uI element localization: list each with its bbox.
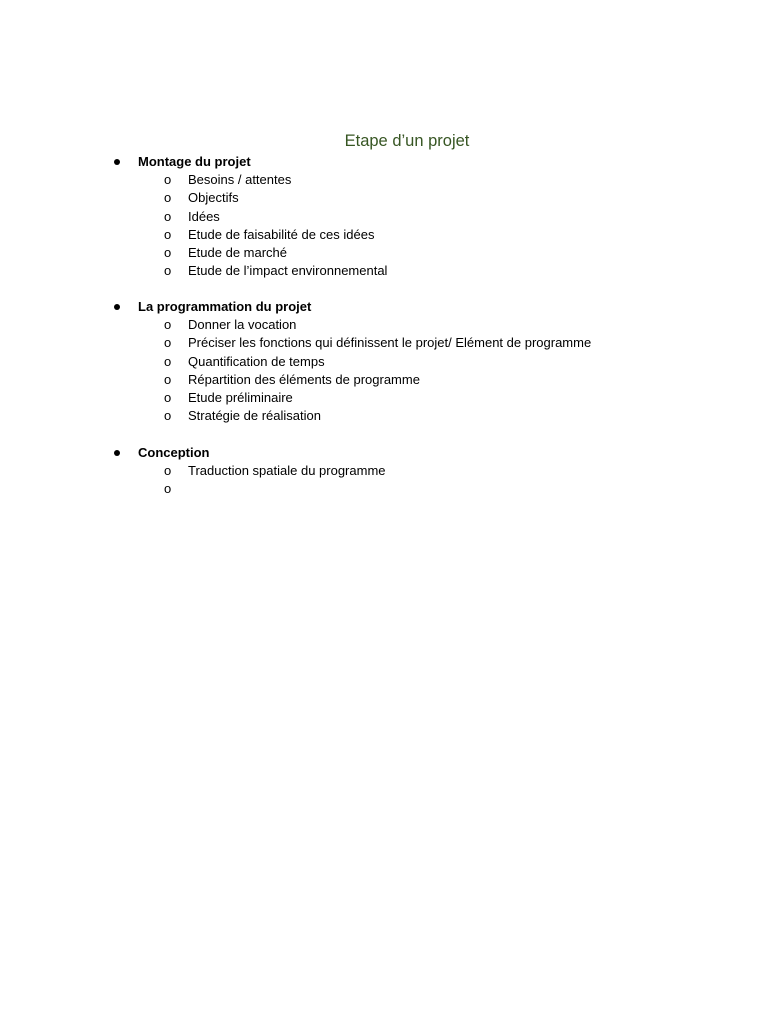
section-label: Montage du projet [138,154,251,169]
list-item [0,226,768,244]
circle-bullet-icon: o [164,245,172,261]
list-item-label: Etude de faisabilité de ces idées [188,226,375,242]
list-item [0,189,768,207]
list-item-label: Stratégie de réalisation [188,408,321,424]
list-item [0,262,768,280]
section-montage [0,153,768,281]
circle-bullet-icon: o [164,263,172,279]
list-item-label: Donner la vocation [188,317,297,332]
circle-bullet-icon: o [164,208,172,224]
list-item [0,171,768,189]
section-heading [0,298,768,316]
circle-bullet-icon: o [164,481,172,497]
list-item [0,407,768,425]
section-label: La programmation du projet [138,299,312,314]
list-item [0,371,768,389]
list-item [0,208,768,226]
list-item-label: Etude préliminaire [188,390,293,406]
list-item-label: Préciser les fonctions qui définissent le projet/ Elément de programme [188,335,592,351]
bullet-icon [114,304,120,310]
list-item-label: Besoins / attentes [188,172,292,187]
bullet-icon [114,159,120,165]
section-conception [0,444,768,499]
list-item [0,353,768,371]
circle-bullet-icon: o [164,353,172,369]
list-item-label: Répartition des éléments de programme [188,371,420,387]
circle-bullet-icon: o [164,317,172,332]
list-item [0,389,768,407]
section-label: Conception [138,445,210,460]
section-programmation [0,298,768,426]
circle-bullet-icon: o [164,408,172,424]
list-item [0,244,768,262]
circle-bullet-icon: o [164,390,172,406]
section-heading [0,444,768,462]
list-item-label: Etude de l’impact environnemental [188,263,388,279]
section-heading [0,153,768,171]
list-item-label: Etude de marché [188,245,288,261]
list-item [0,480,768,498]
circle-bullet-icon: o [164,172,172,187]
list-item-label: Traduction spatiale du programme [188,463,386,478]
circle-bullet-icon: o [164,463,172,478]
list-item [0,316,768,334]
list-item [0,462,768,480]
circle-bullet-icon: o [164,226,172,242]
circle-bullet-icon: o [164,371,172,387]
circle-bullet-icon: o [164,335,172,351]
circle-bullet-icon: o [164,190,172,206]
list-item-label: Idées [188,208,220,224]
list-item-label: Quantification de temps [188,353,325,369]
list-item [0,334,768,352]
list-item-label: Objectifs [188,190,239,206]
document-title: Etape d’un projet [344,132,470,150]
bullet-icon [114,450,120,456]
